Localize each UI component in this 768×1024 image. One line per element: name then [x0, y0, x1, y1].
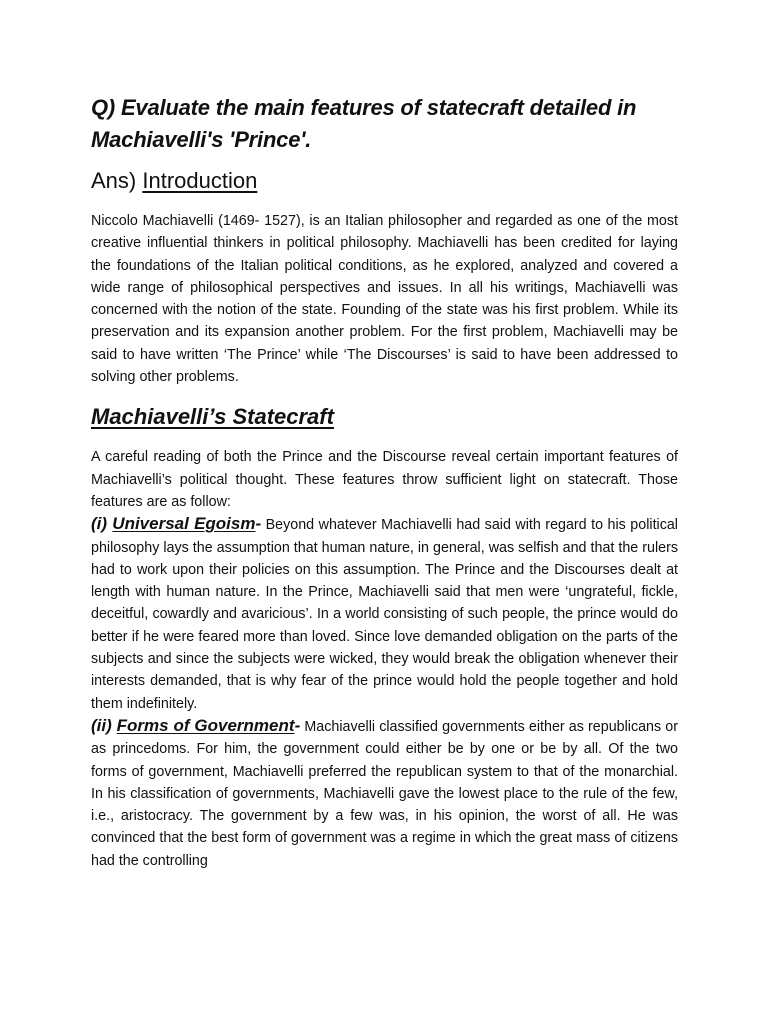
section-intro-paragraph: A careful reading of both the Prince and the Discourse reveal certain important features of Machiavelli’s political thought. These features throw sufficient light on statecraft. Those features are as follow:	[91, 449, 678, 510]
feature-number: (ii)	[91, 715, 117, 735]
feature-item-forms-of-government	[91, 715, 678, 872]
section-heading-statecraft: Machiavelli’s Statecraft	[91, 404, 334, 430]
introduction-heading: Introduction	[142, 168, 258, 193]
feature-dash: -	[255, 514, 262, 534]
answer-heading	[91, 166, 678, 196]
feature-title: Universal Egoism	[112, 514, 256, 534]
feature-heading	[91, 716, 300, 735]
answer-prefix: Ans)	[91, 168, 143, 193]
feature-text: Beyond whatever Machiavelli had said with regard to his political philosophy lays the assumption that human nature, in general, was selfish and that the rulers had to work upon their policies on this assumption. The Prince and the Discourses dealt at length with human nature. In the Prince, Machiavelli said that men were ‘ungrateful, fickle, deceitful, cowardly and avaricious’. In a world consisting of such people, the prince would do better if he were feared more than loved. Since love demanded obligation on the parts of the subjects and since the subjects were wicked, they would break the obligation whenever their interests demanded, that is why fear of the prince would hold the people together and hold them indefinitely.	[91, 517, 678, 712]
feature-title: Forms of Government	[116, 715, 295, 735]
feature-dash: -	[294, 715, 301, 735]
feature-number: (i)	[91, 514, 113, 534]
feature-item-universal-egoism	[91, 513, 678, 715]
document-content	[91, 92, 678, 872]
feature-text: Machiavelli classified governments either as republicans or as princedoms. For him, the government could either be by one or be by all. Of the two forms of government, Machiavelli preferred the republican system to that of the monarchial. In his classification of governments, Machiavelli gave the lowest place to the rule of the few, i.e., aristocracy. The government by a few was, in his opinion, the worst of all. He was convinced that the best form of government was a regime in which the great mass of citizens had the controlling	[91, 718, 678, 869]
feature-heading	[91, 514, 261, 533]
question-heading: Q) Evaluate the main features of statecraft detailed in Machiavelli's 'Prince'.	[91, 95, 637, 152]
intro-paragraph: Niccolo Machiavelli (1469- 1527), is an Italian philosopher and regarded as one of the most creative influential thinkers in political philosophy. Machiavelli has been credited for laying the foundations of the Italian political conditions, as he explored, analyzed and covered a wide range of philosophical perspectives and issues. In all his writings, Machiavelli was concerned with the notion of the state. Founding of the state was his first problem. While its preservation and its expansion another problem. For the first problem, Machiavelli may be said to have written ‘The Prince’ while ‘The Discourses’ is said to have been addressed to solving other problems.	[91, 213, 678, 386]
